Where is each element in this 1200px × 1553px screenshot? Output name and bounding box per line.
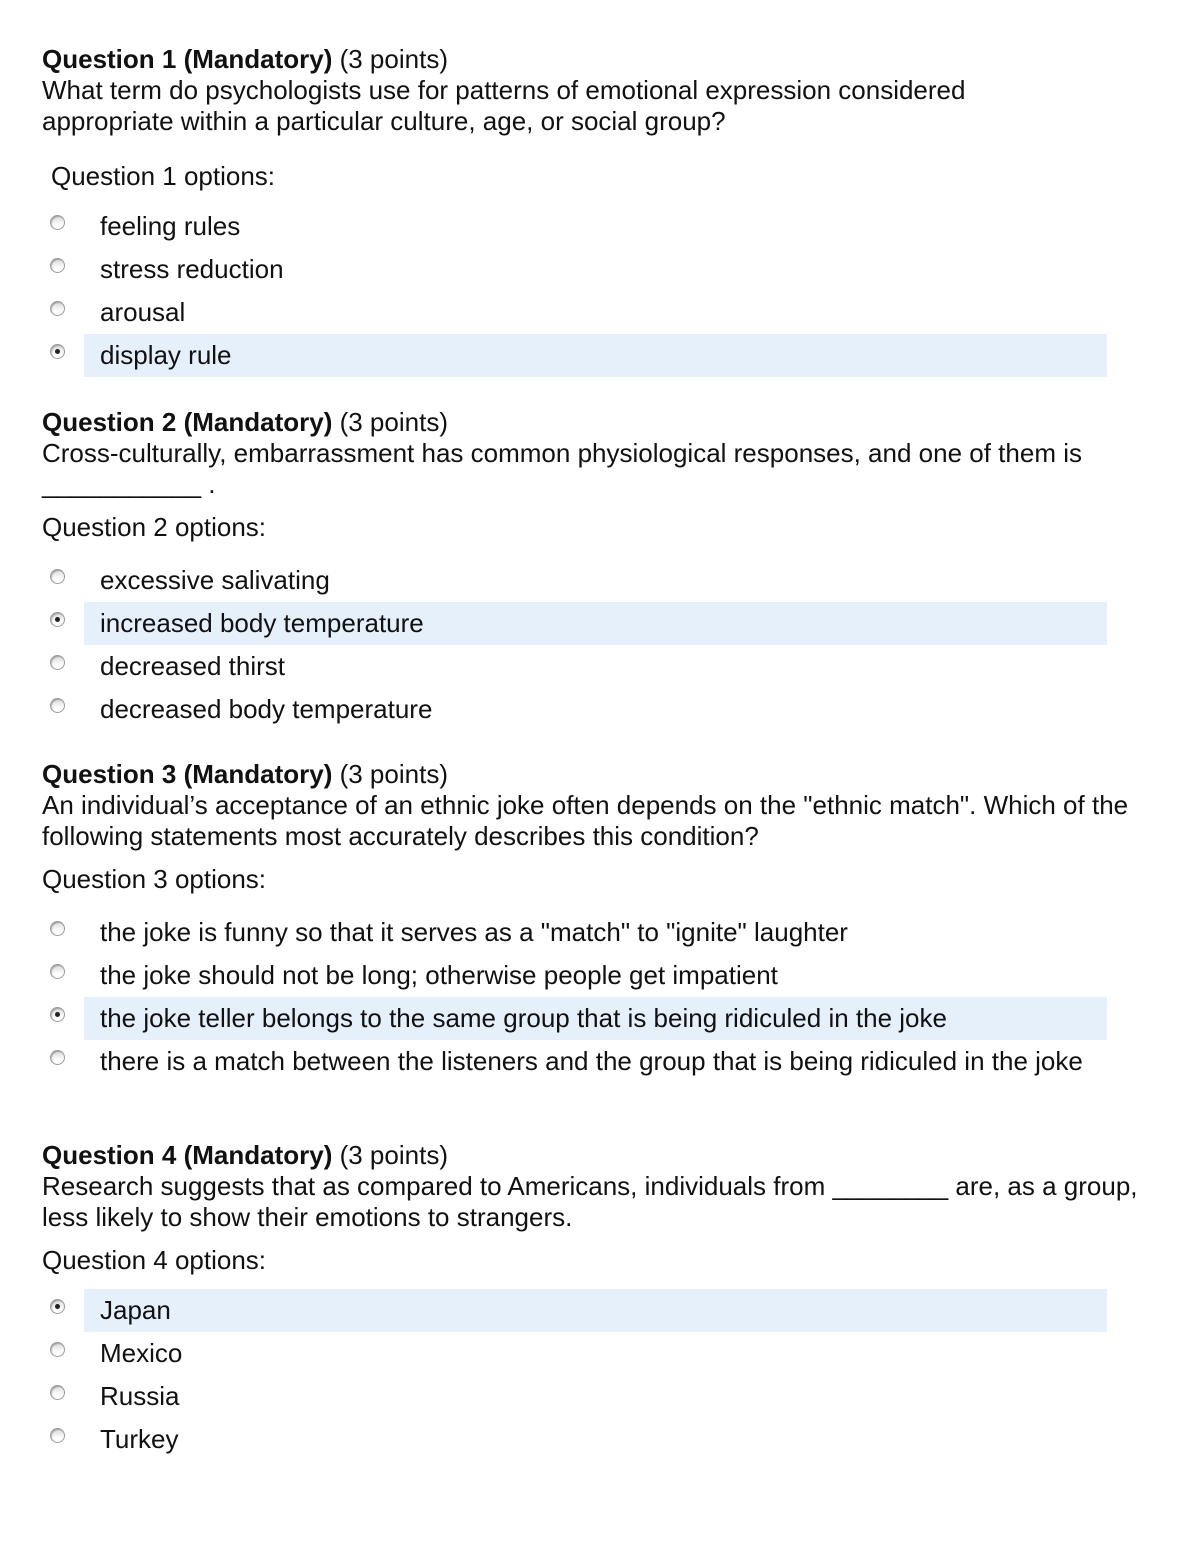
option-label: decreased thirst bbox=[100, 651, 285, 681]
option[interactable] bbox=[42, 205, 1107, 248]
question-title: Question 4 (Mandatory) bbox=[42, 1140, 333, 1170]
question-text: Cross-culturally, embarrassment has common physiological responses, and one of them is ___________ . bbox=[42, 438, 1090, 499]
option-label: the joke should not be long; otherwise people get impatient bbox=[100, 960, 778, 990]
radio-button[interactable] bbox=[50, 1428, 65, 1443]
question-1 bbox=[42, 44, 1162, 377]
option-label: Russia bbox=[100, 1381, 180, 1411]
radio-button[interactable] bbox=[50, 215, 65, 230]
option[interactable] bbox=[42, 1418, 1107, 1461]
question-points: (3 points) bbox=[339, 407, 448, 437]
option[interactable] bbox=[42, 248, 1107, 291]
option-label: the joke teller belongs to the same group that is being ridiculed in the joke bbox=[100, 1003, 947, 1033]
radio-button[interactable] bbox=[50, 612, 65, 627]
radio-button[interactable] bbox=[50, 1299, 65, 1314]
options-list bbox=[42, 559, 1107, 731]
option-label: display rule bbox=[100, 340, 232, 370]
radio-button[interactable] bbox=[50, 1342, 65, 1357]
option-label: decreased body temperature bbox=[100, 694, 433, 724]
question-header bbox=[42, 44, 1162, 75]
question-points: (3 points) bbox=[339, 759, 448, 789]
question-header bbox=[42, 759, 1162, 790]
radio-button[interactable] bbox=[50, 1385, 65, 1400]
radio-button[interactable] bbox=[50, 258, 65, 273]
option[interactable] bbox=[42, 688, 1107, 731]
question-title: Question 3 (Mandatory) bbox=[42, 759, 333, 789]
question-text: What term do psychologists use for patterns of emotional expression considered appropriate within a particular culture, age, or social group? bbox=[42, 75, 973, 136]
radio-button[interactable] bbox=[50, 655, 65, 670]
option-label: Turkey bbox=[100, 1424, 179, 1454]
option[interactable] bbox=[42, 1332, 1107, 1375]
option-label: increased body temperature bbox=[100, 608, 424, 638]
question-text: Research suggests that as compared to Americans, individuals from ________ are, as a group, less likely to show their emotions to strangers. bbox=[42, 1171, 1145, 1232]
options-list bbox=[42, 911, 1107, 1083]
question-points: (3 points) bbox=[339, 44, 448, 74]
question-title: Question 1 (Mandatory) bbox=[42, 44, 333, 74]
radio-button[interactable] bbox=[50, 1050, 65, 1065]
radio-button[interactable] bbox=[50, 698, 65, 713]
question-header bbox=[42, 407, 1162, 438]
option-label: Mexico bbox=[100, 1338, 183, 1368]
question-2 bbox=[42, 407, 1162, 731]
radio-button[interactable] bbox=[50, 344, 65, 359]
options-list bbox=[42, 205, 1107, 377]
question-title: Question 2 (Mandatory) bbox=[42, 407, 333, 437]
options-heading: Question 2 options: bbox=[42, 512, 267, 542]
option[interactable] bbox=[42, 559, 1107, 602]
radio-button[interactable] bbox=[50, 569, 65, 584]
option[interactable] bbox=[42, 911, 1107, 954]
option[interactable] bbox=[42, 1040, 1107, 1083]
question-points: (3 points) bbox=[339, 1140, 448, 1170]
option[interactable] bbox=[42, 602, 1107, 645]
option-label: Japan bbox=[100, 1295, 171, 1325]
question-text: An individual’s acceptance of an ethnic joke often depends on the "ethnic match". Which of the following statements most accurately describes this condition? bbox=[42, 790, 1136, 851]
radio-button[interactable] bbox=[50, 921, 65, 936]
radio-button[interactable] bbox=[50, 301, 65, 316]
question-header bbox=[42, 1140, 1162, 1171]
option[interactable] bbox=[42, 997, 1107, 1040]
option-label: stress reduction bbox=[100, 254, 284, 284]
options-heading: Question 3 options: bbox=[42, 864, 267, 894]
options-list bbox=[42, 1289, 1107, 1461]
option[interactable] bbox=[42, 1289, 1107, 1332]
options-heading: Question 4 options: bbox=[42, 1245, 267, 1275]
option[interactable] bbox=[42, 1375, 1107, 1418]
option-label: excessive salivating bbox=[100, 565, 330, 595]
option-label: the joke is funny so that it serves as a "match" to "ignite" laughter bbox=[100, 917, 848, 947]
radio-button[interactable] bbox=[50, 1007, 65, 1022]
option[interactable] bbox=[42, 954, 1107, 997]
option-label: there is a match between the listeners and the group that is being ridiculed in the joke bbox=[100, 1046, 1083, 1076]
radio-button[interactable] bbox=[50, 964, 65, 979]
option[interactable] bbox=[42, 291, 1107, 334]
question-3 bbox=[42, 759, 1162, 1083]
question-4 bbox=[42, 1140, 1162, 1461]
option[interactable] bbox=[42, 334, 1107, 377]
option[interactable] bbox=[42, 645, 1107, 688]
option-label: arousal bbox=[100, 297, 186, 327]
option-label: feeling rules bbox=[100, 211, 241, 241]
options-heading: Question 1 options: bbox=[51, 161, 276, 191]
